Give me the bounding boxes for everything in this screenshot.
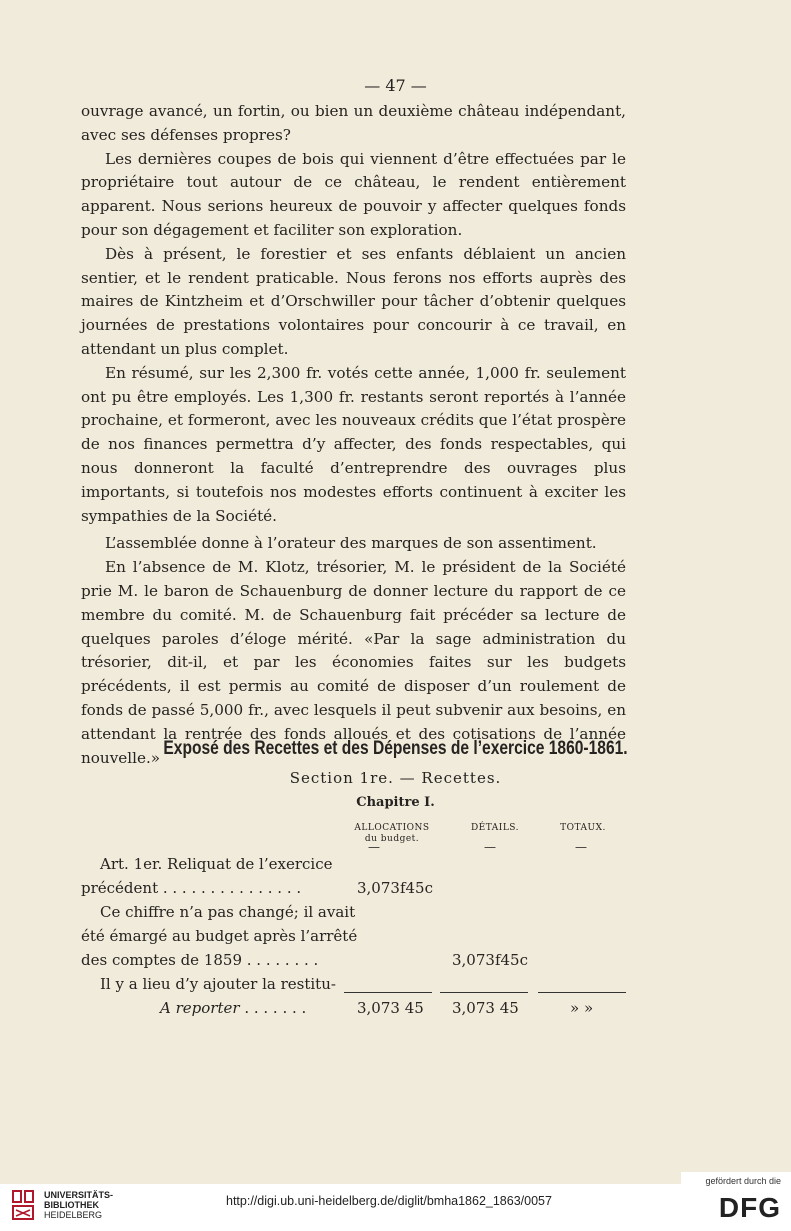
rule-details <box>440 992 528 993</box>
section-heading: Section 1re. — Recettes. <box>289 769 502 787</box>
column-header-details: DÉTAILS. <box>470 823 520 833</box>
paragraph-5: L’assemblée donne à l’orateur des marques de son assentiment. <box>105 534 597 553</box>
table-line-precedent: précédent . . . . . . . . . . . . . . . <box>81 879 302 897</box>
rule-totaux <box>538 992 626 993</box>
ub-line-3: HEIDELBERG <box>44 1210 103 1220</box>
report-details: 3,073 45 <box>452 999 519 1017</box>
report-dots: . . . . . . . <box>244 999 307 1017</box>
table-line-note-4: Il y a lieu d’y ajouter la restitu- <box>100 975 336 993</box>
page-number: — 47 — <box>364 76 427 95</box>
ub-line-1: UNIVERSITÄTS- <box>44 1190 114 1200</box>
table-line-note-3: des comptes de 1859 . . . . . . . . <box>81 951 319 969</box>
report-row <box>160 996 306 1020</box>
university-library-name <box>44 1190 113 1220</box>
rule-allocations <box>344 992 432 993</box>
column-header-allocations <box>352 823 432 845</box>
column-header-allocations-sub: du budget. <box>364 834 420 844</box>
value-comptes-1859: 3,073f45c <box>452 951 528 969</box>
table-line-note-2: été émargé au budget après l’arrêté <box>81 927 358 945</box>
body-text-top <box>81 100 626 770</box>
table-line-note-1: Ce chiffre n’a pas changé; il avait <box>100 903 356 921</box>
report-allocations: 3,073 45 <box>357 999 424 1017</box>
ub-line-2: BIBLIOTHEK <box>44 1200 99 1210</box>
report-totaux: » » <box>570 999 594 1017</box>
column-dash-totaux: — <box>575 840 587 854</box>
dfg-caption: gefördert durch die <box>705 1176 781 1186</box>
column-dash-allocations: — <box>368 840 380 854</box>
footer-bar <box>0 1176 791 1231</box>
column-header-allocations-label: ALLOCATIONS <box>354 823 430 833</box>
dfg-logo: DFG <box>718 1192 781 1223</box>
university-library-logo-icon <box>10 1188 36 1222</box>
paragraph-3: Dès à présent, le forestier et ses enfants déblaient un ancien sentier, et le rendent praticable. Nous ferons nos efforts auprès des maires de Kintzheim et d’Orschwiller pour tâcher d’obtenir quelques journées de prestations volontaires pour concourir à ce travail, en attendant un plus complet. <box>81 244 626 358</box>
accounts-title: Exposé des Recettes et des Dépenses de l’exercice 1860-1861. <box>163 738 628 759</box>
source-url-link[interactable]: http://digi.ub.uni-heidelberg.de/diglit/bmha1862_1863/0057 <box>226 1194 552 1208</box>
chapter-heading: Chapitre I. <box>356 795 435 810</box>
column-dash-details: — <box>484 840 496 854</box>
paragraph-6: En l’absence de M. Klotz, trésorier, M. le président de la Société prie M. le baron de Schauenburg de donner lecture du rapport de ce membre du comité. M. de Schauenburg fait précéder sa lecture de quelques paroles d’éloge mérité. «Par la sage administration du trésorier, dit-il, et par les économies faites sur les budgets précédents, il est permis au comité de disposer d’un roulement de fonds de passé 5,000 fr., avec lesquels il peut subvenir aux besoins, en attendant la rentrée des fonds alloués et des cotisations de l’année nouvelle.» <box>81 558 626 767</box>
paragraph-4: En résumé, sur les 2,300 fr. votés cette année, 1,000 fr. seulement ont pu être employés. Les 1,300 fr. restants seront reportés à l’année prochaine, et formeront, avec les nouveaux crédits que l’état prospère de nos finances permettra d’y affecter, des fonds respectables, qui nous donneront la faculté d’entreprendre des ouvrages plus importants, si toutefois nos modestes efforts continuent à exciter les sympathies de la Société. <box>81 363 626 525</box>
table-line-art: Art. 1er. Reliquat de l’exercice <box>100 855 333 873</box>
paragraph-2: Les dernières coupes de bois qui viennent d’être effectuées par le propriétaire tout autour de ce château, le rendent entièrement apparent. Nous serions heureux de pouvoir y affecter quelques fonds pour son dégagement et faciliter son exploration. <box>81 149 626 239</box>
paragraph-1: ouvrage avancé, un fortin, ou bien un deuxième château indépendant, avec ses défenses propres? <box>81 102 626 144</box>
report-label: A reporter <box>160 999 240 1017</box>
column-header-totaux: TOTAUX. <box>560 823 606 833</box>
value-precedent: 3,073f45c <box>357 879 433 897</box>
